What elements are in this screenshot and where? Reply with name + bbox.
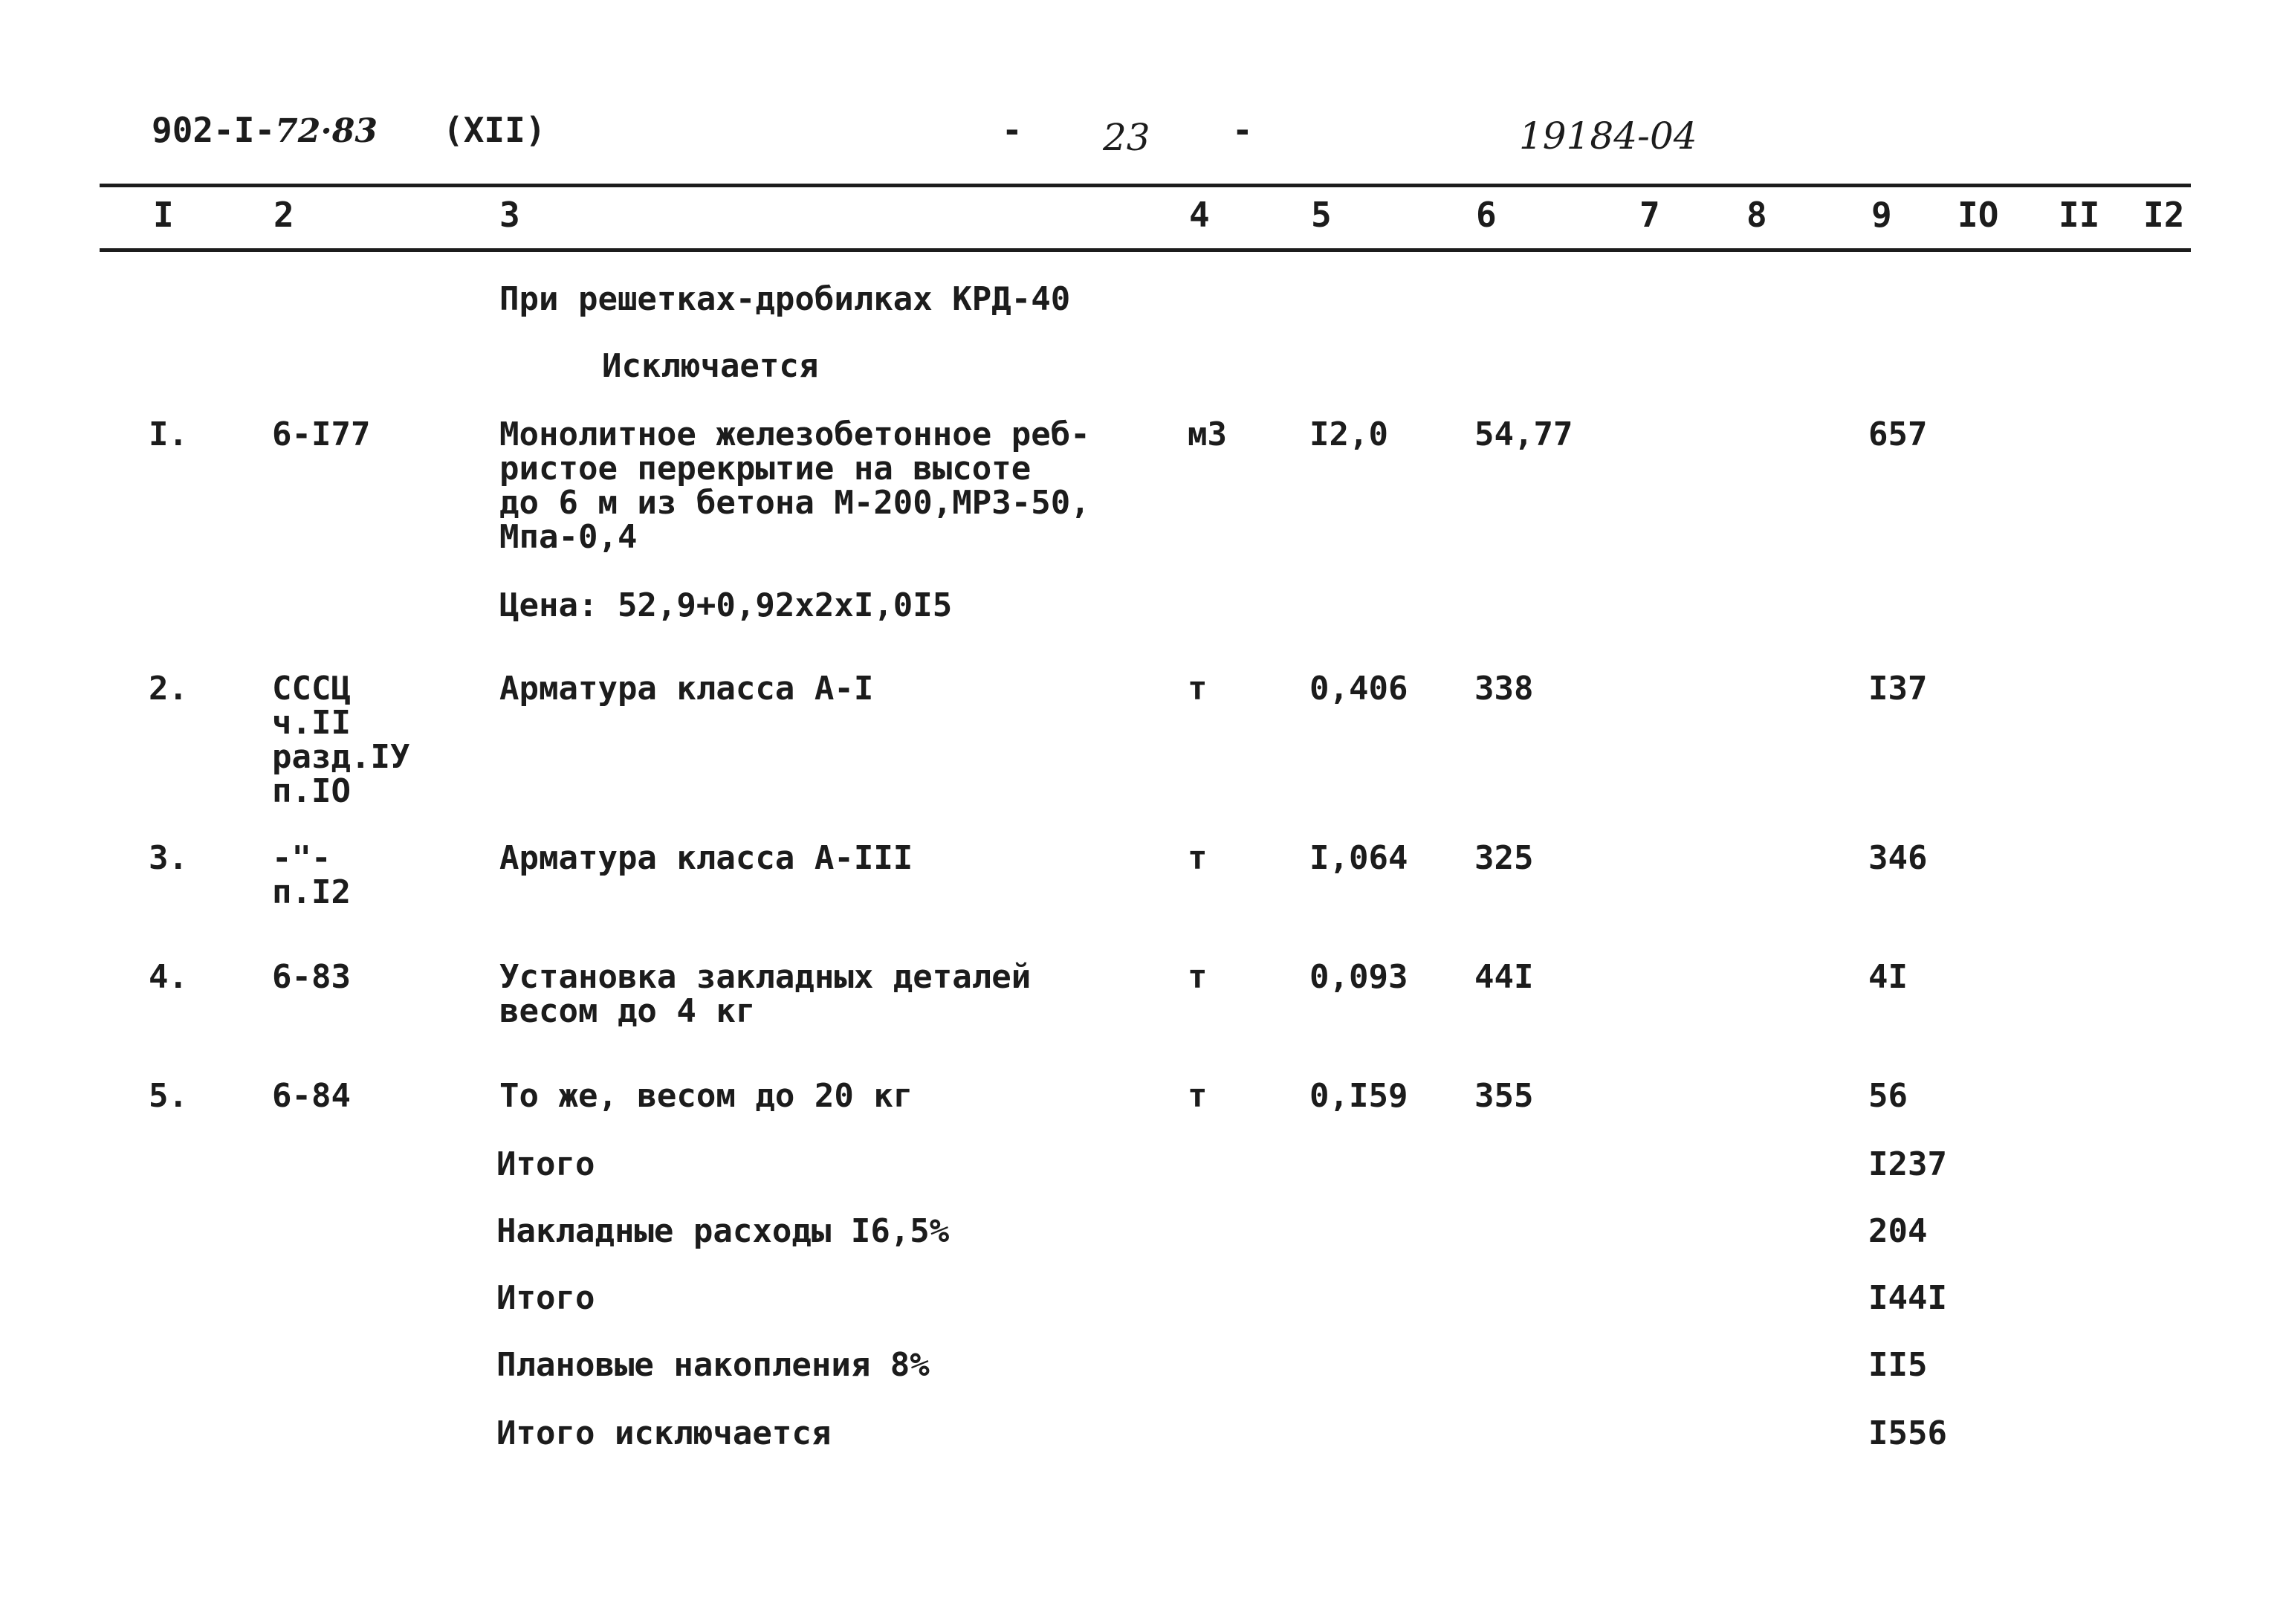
row-number: 4. xyxy=(149,958,188,996)
unit: т xyxy=(1188,958,1208,996)
unit-price: 54,77 xyxy=(1474,415,1573,453)
document-code-typed: 902-I- xyxy=(152,110,276,150)
column-header: 2 xyxy=(273,195,294,235)
summary-label: Накладные расходы I6,5% xyxy=(496,1212,950,1250)
registration-number: 19184-04 xyxy=(1519,114,1697,158)
rate-code: 6-84 xyxy=(272,1077,351,1115)
document-code xyxy=(152,110,378,150)
summary-value: II5 xyxy=(1868,1346,1928,1384)
quantity: 0,I59 xyxy=(1309,1077,1408,1115)
summary-label: Итого xyxy=(496,1279,595,1317)
column-header: 9 xyxy=(1871,195,1892,235)
quantity: 0,093 xyxy=(1309,958,1408,996)
column-header: 6 xyxy=(1476,195,1497,235)
item-description: Установка закладных деталей весом до 4 кг xyxy=(499,958,1032,1030)
summary-value: I556 xyxy=(1868,1414,1947,1452)
total-cost: 657 xyxy=(1868,415,1928,453)
summary-label: Плановые накопления 8% xyxy=(496,1346,930,1384)
item-description: То же, весом до 20 кг xyxy=(499,1077,913,1115)
unit: м3 xyxy=(1188,415,1227,453)
summary-value: I237 xyxy=(1868,1145,1947,1183)
summary-label: Итого xyxy=(496,1145,595,1183)
summary-label: Итого исключается xyxy=(496,1414,832,1452)
unit: т xyxy=(1188,1077,1208,1115)
row-number: 3. xyxy=(149,839,188,877)
row-number: 5. xyxy=(149,1077,188,1115)
page-number: 23 xyxy=(1103,116,1150,159)
column-header: I2 xyxy=(2143,195,2185,235)
column-header: 3 xyxy=(499,195,520,235)
column-header: II xyxy=(2059,195,2100,235)
unit: т xyxy=(1188,839,1208,877)
total-cost: 346 xyxy=(1868,839,1928,877)
table-header-rule xyxy=(100,248,2191,252)
rate-code: СССЦ ч.II разд.IУ п.IO xyxy=(272,670,410,810)
quantity: 0,406 xyxy=(1309,670,1408,708)
item-description: Монолитное железобетонное реб- ристое перекрытие на высоте до 6 м из бетона М-200,МРЗ-50, Мпа-0,4 xyxy=(499,415,1090,556)
total-cost: 56 xyxy=(1868,1077,1908,1115)
total-cost: 4I xyxy=(1868,958,1908,996)
unit-price: 44I xyxy=(1474,958,1534,996)
row-number: I. xyxy=(149,415,188,453)
total-cost: I37 xyxy=(1868,670,1928,708)
section-number: (XII) xyxy=(443,110,546,150)
rate-code: 6-I77 xyxy=(272,415,371,453)
price-note: Цена: 52,9+0,92х2хI,0I5 xyxy=(499,586,953,624)
quantity: I,064 xyxy=(1309,839,1408,877)
rate-code: 6-83 xyxy=(272,958,351,996)
column-header: IO xyxy=(1957,195,1999,235)
column-header: 5 xyxy=(1311,195,1332,235)
dash-left: - xyxy=(1002,110,1023,150)
unit: т xyxy=(1188,670,1208,708)
column-header: 8 xyxy=(1746,195,1767,235)
column-header: 7 xyxy=(1639,195,1660,235)
item-description: Арматура класса А-I xyxy=(499,670,874,708)
unit-price: 355 xyxy=(1474,1077,1534,1115)
rate-code: -"- п.I2 xyxy=(272,839,351,911)
dash-right: - xyxy=(1232,110,1253,150)
column-header: 4 xyxy=(1189,195,1210,235)
summary-value: I44I xyxy=(1868,1279,1947,1317)
summary-value: 204 xyxy=(1868,1212,1928,1250)
unit-price: 325 xyxy=(1474,839,1534,877)
section-subtitle: Исключается xyxy=(602,347,819,385)
row-number: 2. xyxy=(149,670,188,708)
section-title: При решетках-дробилках КРД-40 xyxy=(499,280,1071,318)
column-header: I xyxy=(153,195,174,235)
unit-price: 338 xyxy=(1474,670,1534,708)
quantity: I2,0 xyxy=(1309,415,1388,453)
table-top-rule xyxy=(100,184,2191,187)
item-description: Арматура класса А-III xyxy=(499,839,913,877)
document-code-handwritten: 72·83 xyxy=(275,112,378,150)
